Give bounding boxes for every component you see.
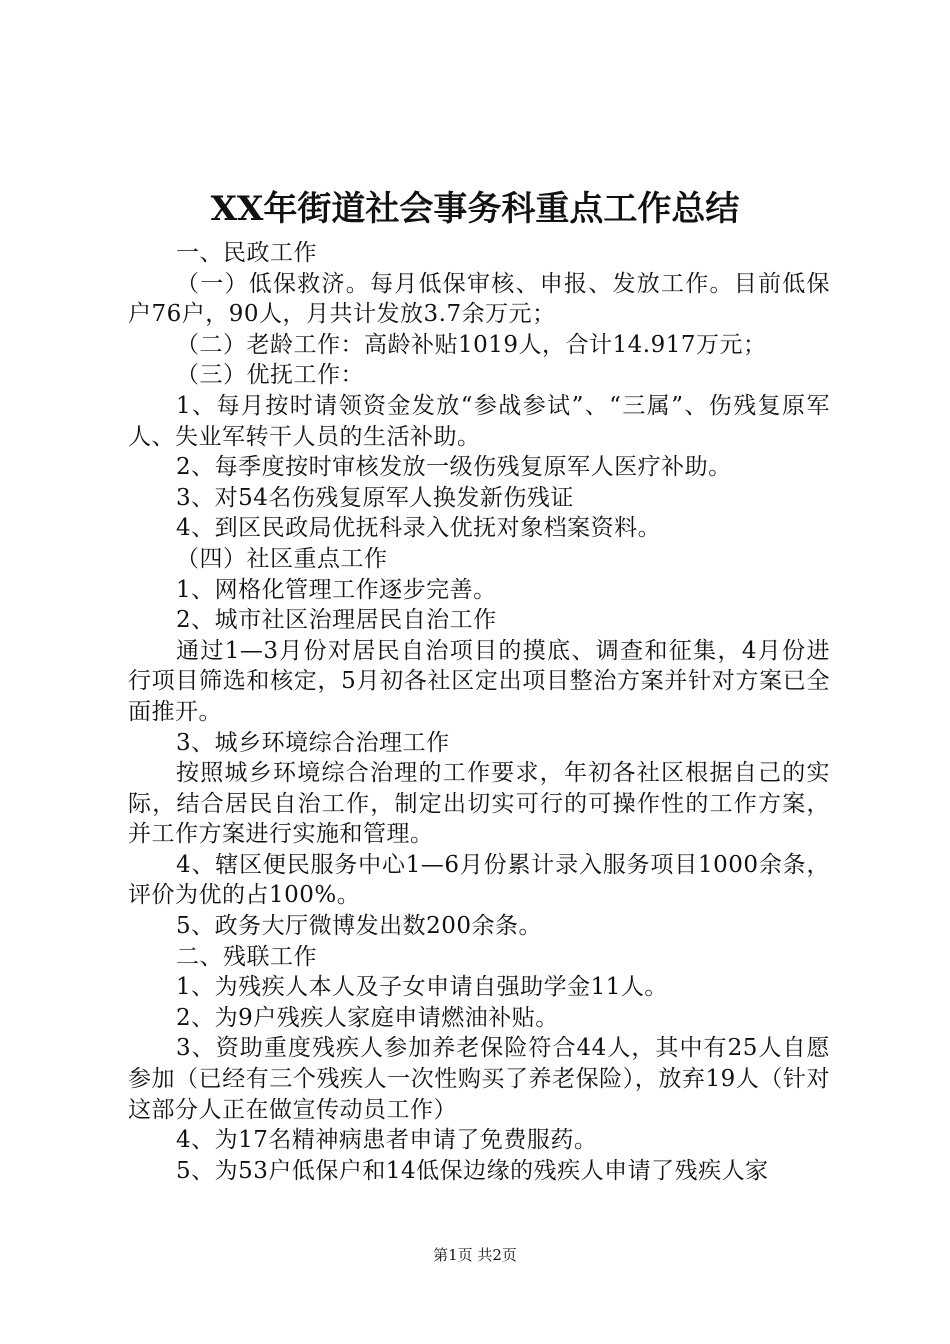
list-item: 2、城市社区治理居民自治工作 — [176, 607, 497, 634]
paragraph-body: 按照城乡环境综合治理的工作要求，年初各社区根据自己的实际，结合居民自治工作，制定出切实可行的可操作性的工作方案，并工作方案进行实施和管理。 — [128, 760, 830, 848]
list-item: 2、为9户残疾人家庭申请燃油补贴。 — [176, 1004, 559, 1031]
list-item: 1、网格化管理工作逐步完善。 — [176, 576, 497, 603]
list-item: 4、辖区便民服务中心1—6月份累计录入服务项目1000余条，评价为优的占100%。 — [128, 851, 830, 909]
list-item: 3、对54名伤残复原军人换发新伤残证 — [176, 484, 574, 511]
list-item: 1、为残疾人本人及子女申请自强助学金11人。 — [176, 974, 668, 1001]
list-item: 2、每季度按时审核发放一级伤残复原军人医疗补助。 — [176, 454, 732, 481]
document-title: XX年街道社会事务科重点工作总结 — [210, 189, 740, 229]
section-heading-disability-federation: 二、残联工作 — [176, 943, 317, 970]
list-item: 3、城乡环境综合治理工作 — [176, 729, 450, 756]
list-item: 3、资助重度残疾人参加养老保险符合44人，其中有25人自愿参加（已经有三个残疾人一次性购买了养老保险），放弃19人（针对这部分人正在做宣传动员工作） — [128, 1035, 830, 1123]
list-item: 5、为53户低保户和14低保边缘的残疾人申请了残疾人家 — [176, 1157, 769, 1184]
list-item: 4、为17名精神病患者申请了免费服药。 — [176, 1127, 598, 1154]
list-item: 1、每月按时请领资金发放“参战参试”、“三属”、伤残复原军人、失业军转干人员的生活补助。 — [128, 392, 830, 450]
document-body — [128, 238, 830, 1186]
subheading-special-care: （三）优抚工作： — [176, 362, 364, 389]
paragraph-body: 通过1—3月份对居民自治项目的摸底、调查和征集，4月份进行项目筛选和核定，5月初各社区定出项目整治方案并针对方案已全面推开。 — [128, 637, 830, 725]
paragraph-subsistence-relief: （一）低保救济。每月低保审核、申报、发放工作。目前低保户76户，90人，月共计发放3.7余万元； — [128, 270, 830, 328]
subheading-community-work: （四）社区重点工作 — [176, 545, 388, 572]
list-item: 5、政务大厅微博发出数200余条。 — [176, 913, 543, 940]
section-heading-civil-affairs: 一、民政工作 — [176, 240, 317, 266]
list-item: 4、到区民政局优抚科录入优抚对象档案资料。 — [176, 515, 662, 542]
page-footer: 第1页 共2页 — [433, 1246, 517, 1264]
paragraph-elderly-work: （二）老龄工作：高龄补贴1019人，合计14.917万元； — [176, 331, 767, 358]
